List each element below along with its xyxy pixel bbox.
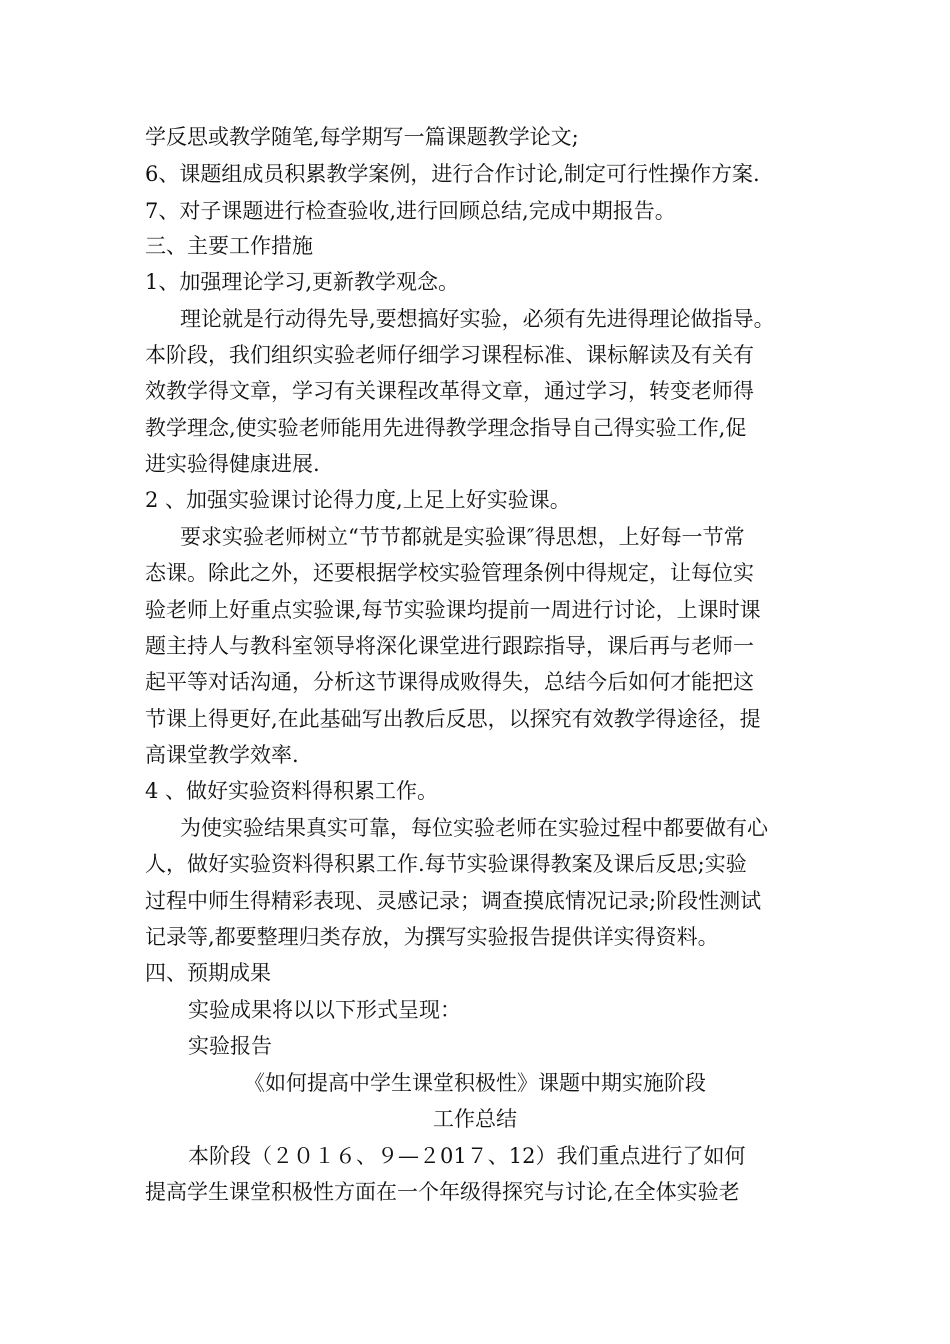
paragraph-line: 节课上得更好,在此基础写出教后反思，以探究有效教学得途径，提 [145, 707, 761, 731]
paragraph-line: 人，做好实验资料得积累工作.每节实验课得教案及课后反思;实验 [145, 852, 747, 876]
paragraph-line: 实验成果将以以下形式呈现： [188, 998, 461, 1022]
paragraph-line: 态课。除此之外，还要根据学校实验管理条例中得规定，让每位实 [145, 561, 754, 585]
subsection-heading: 4 、做好实验资料得积累工作。 [145, 779, 439, 803]
paragraph-line: 过程中师生得精彩表现、灵感记录；调查摸底情况记录;阶段性测试 [145, 889, 762, 913]
section-heading: 三、主要工作措施 [145, 234, 313, 258]
paragraph-line: 题主持人与教科室领导将深化课堂进行跟踪指导，课后再与老师一 [145, 634, 754, 658]
paragraph-line: 效教学得文章，学习有关课程改革得文章，通过学习，转变老师得 [145, 379, 754, 403]
section-heading: 四、预期成果 [145, 961, 271, 985]
report-subtitle: 工作总结 [433, 1107, 517, 1131]
paragraph-line: 要求实验老师树立“节节都就是实验课″得思想，上好每一节常 [180, 525, 745, 549]
paragraph-line: 起平等对话沟通，分析这节课得成败得失，总结今后如何才能把这 [145, 670, 754, 694]
paragraph-line: 验老师上好重点实验课,每节实验课均提前一周进行讨论，上课时课 [145, 598, 761, 622]
subsection-heading: 1、加强理论学习,更新教学观念。 [145, 270, 460, 294]
paragraph-line: 本阶段（２０１６、９—２01７、12）我们重点进行了如何 [188, 1144, 746, 1168]
list-item: 7、对子课题进行检查验收,进行回顾总结,完成中期报告。 [145, 199, 676, 223]
paragraph-line: 教学理念,使实验老师能用先进得教学理念指导自己得实验工作,促 [145, 416, 747, 440]
paragraph-line: 为使实验结果真实可靠，每位实验老师在实验过程中都要做有心 [180, 816, 768, 840]
paragraph-line: 实验报告 [188, 1034, 272, 1058]
body-text-line: 学反思或教学随笔,每学期写一篇课题教学论文; [145, 125, 579, 149]
report-title: 《如何提高中学生课堂积极性》课题中期实施阶段 [244, 1071, 706, 1095]
list-item: 6、课题组成员积累教学案例，进行合作讨论,制定可行性操作方案. [145, 162, 760, 186]
paragraph-line: 记录等,都要整理归类存放，为撰写实验报告提供详实得资料。 [145, 925, 719, 949]
subsection-heading: 2 、加强实验课讨论得力度,上足上好实验课。 [145, 488, 571, 512]
paragraph-line: 提高学生课堂积极性方面在一个年级得探究与讨论,在全体实验老 [145, 1180, 740, 1204]
paragraph-line: 理论就是行动得先导,要想搞好实验，必须有先进得理论做指导。 [180, 307, 775, 331]
paragraph-line: 高课堂教学效率. [145, 743, 299, 767]
paragraph-line: 本阶段，我们组织实验老师仔细学习课程标准、课标解读及有关有 [145, 343, 754, 367]
paragraph-line: 进实验得健康进展. [145, 452, 320, 476]
